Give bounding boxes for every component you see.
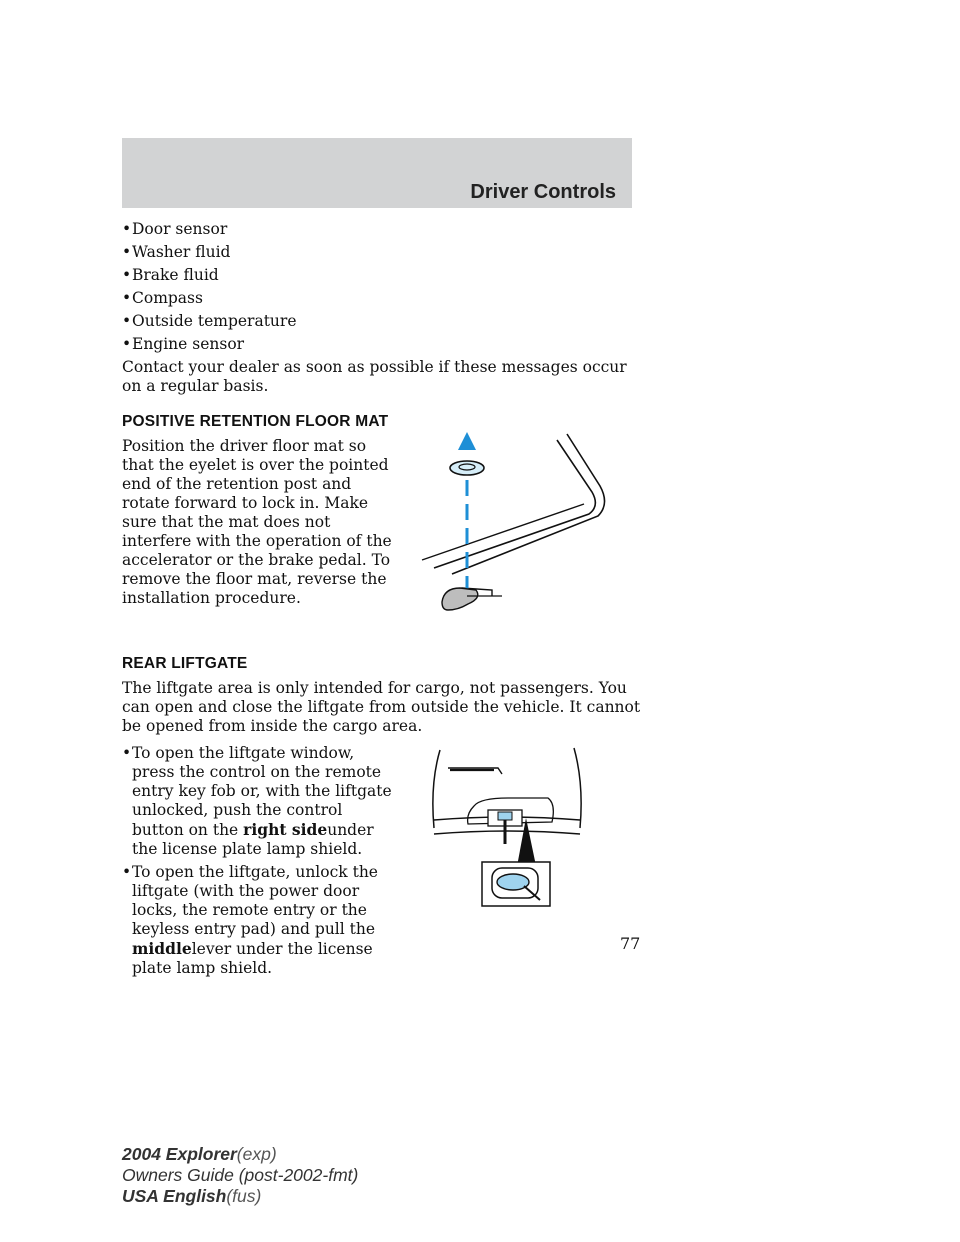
footer: 2004 Explorer(exp) Owners Guide (post-2002-fmt) USA English(fus) <box>122 1144 359 1206</box>
bullet-icon: • <box>122 243 132 261</box>
list-item: • To open the liftgate, unlock the liftgate (with the power door locks, the remote entry or the keyless entry pad) and pull the middlelever under the license plate lamp shield. <box>122 863 378 977</box>
list-item: • Brake fluid <box>122 266 219 284</box>
list-item: • Washer fluid <box>122 243 231 261</box>
bullet-icon: • <box>122 863 132 881</box>
retention-post-icon <box>442 588 478 610</box>
liftgate-illustration <box>428 744 588 914</box>
floor-mat-text: Position the driver floor mat so that the eyelet is over the pointed end of the retention post and rotate forward to lock in. Make sure that the mat does not interfere with the operation of the accelerator or the brake pedal. To remove the floor mat, reverse the installation procedure. <box>122 437 392 607</box>
list-item: • Engine sensor <box>122 335 245 353</box>
floor-mat-illustration <box>412 424 622 644</box>
intro-paragraph: Contact your dealer as soon as possible if these messages occur on a regular basis. <box>122 358 627 395</box>
list-item: • Compass <box>122 289 203 307</box>
eyelet-icon <box>450 461 484 475</box>
liftgate-section <box>122 744 642 978</box>
list-item: • To open the liftgate window, press the control on the remote entry key fob or, with the liftgate unlocked, push the control button on the right sideunder the license plate lamp shield. <box>122 744 392 858</box>
bullet-icon: • <box>122 335 132 353</box>
intro-bullet-list <box>122 220 642 354</box>
page-number: 77 <box>620 934 641 953</box>
bullet-icon: • <box>122 312 132 330</box>
list-item: • Door sensor <box>122 220 228 238</box>
list-item: • Outside temperature <box>122 312 297 330</box>
page-content <box>122 220 642 982</box>
bullet-icon: • <box>122 266 132 284</box>
section-title: Driver Controls <box>470 181 616 203</box>
floor-mat-heading: POSITIVE RETENTION FLOOR MAT <box>122 413 389 430</box>
bullet-icon: • <box>122 744 132 762</box>
liftgate-intro: The liftgate area is only intended for cargo, not passengers. You can open and close the liftgate from outside the vehicle. It cannot be opened from inside the cargo area. <box>122 679 641 735</box>
arrow-up-icon <box>458 432 476 450</box>
liftgate-heading: REAR LIFTGATE <box>122 655 248 672</box>
bullet-icon: • <box>122 220 132 238</box>
bullet-icon: • <box>122 289 132 307</box>
control-button-icon <box>497 874 529 890</box>
header-band <box>122 138 632 208</box>
